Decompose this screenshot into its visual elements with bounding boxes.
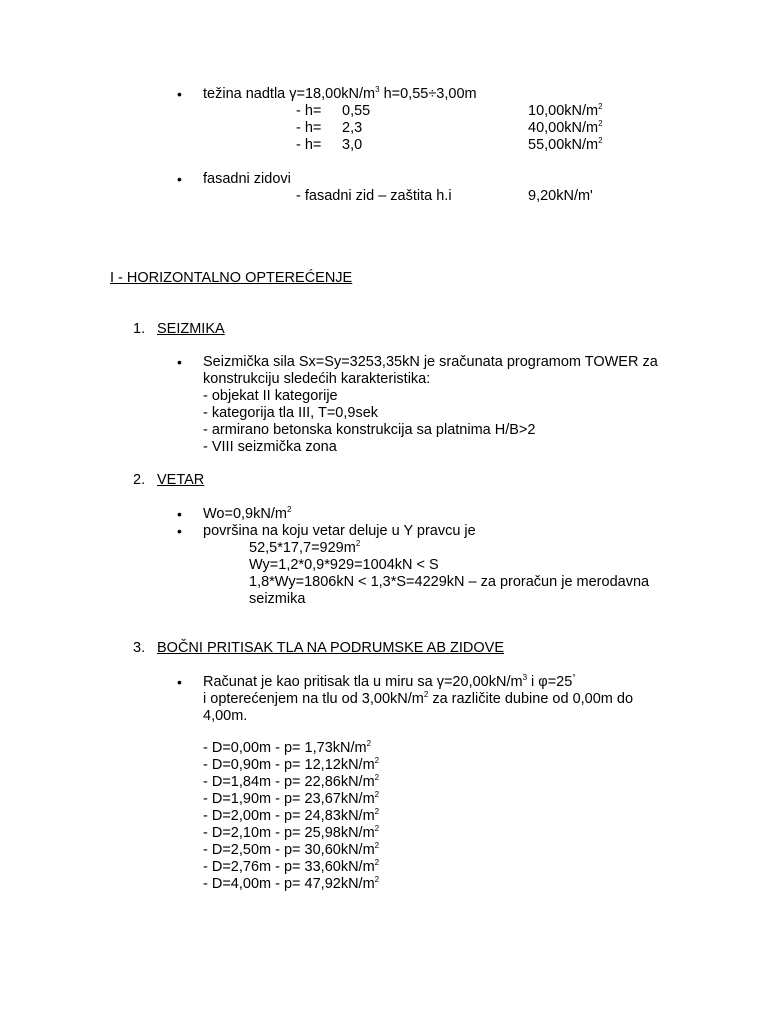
load-row-h: 2,3 — [342, 120, 363, 136]
seismic-line: - kategorija tla III, T=0,9sek — [203, 405, 379, 421]
soil-text — [203, 674, 633, 725]
heading-number: 1. — [133, 321, 146, 337]
wind-calc-line: Wy=1,2*0,9*929=1004kN < S — [249, 557, 439, 573]
pressure-row: - $D=2,50m - p= 30,60kN/m^2$ — [203, 841, 380, 858]
pressure-row: - $D=2,10m - p= 25,98kN/m^2$ — [203, 824, 380, 841]
pressure-row: - $D=2,00m - p= 24,83kN/m^2$ — [203, 807, 380, 824]
seismic-line: Seizmička sila Sx=Sy=3253,35kN je sračunata programom TOWER za — [203, 354, 658, 370]
soil-pressure-table — [203, 740, 379, 893]
soil-line: i opterećenjem na tlu od $3,00kN/m^2$ za različite dubine od 0,00m do — [203, 690, 634, 707]
wind-area-intro: površina na koju vetar deluje u Y pravcu je — [203, 523, 476, 539]
bullet-icon: • — [177, 674, 182, 690]
load-weight-intro: težina nadtla $\gamma=18,00kN/m^3$ h=0,55÷3,00m — [203, 85, 477, 102]
seismic-heading: SEIZMIKA — [157, 321, 225, 337]
section-heading: I - HORIZONTALNO OPTEREĆENJE — [110, 270, 353, 286]
pressure-row: - $D=1,90m - p= 23,67kN/m^2$ — [203, 790, 380, 807]
bullet-icon: • — [177, 523, 182, 539]
load-row-h: 0,55 — [342, 103, 371, 119]
wind-calc-line: 1,8*Wy=1806kN < 1,3*S=4229kN – za proračun je merodavna — [249, 574, 650, 590]
pressure-row: - $D=0,00m - p= 1,73kN/m^2$ — [203, 739, 372, 756]
load-row-h: 3,0 — [342, 137, 363, 153]
seismic-line: - armirano betonska konstrukcija sa platnima H/B>2 — [203, 422, 536, 438]
load-row: - h= — [296, 120, 322, 136]
load-row: - h= — [296, 137, 322, 153]
soil-line: Računat je kao pritisak tla u miru sa $\gamma=20,00kN/m^3$ i φ=25° — [203, 673, 576, 690]
wind-heading: VETAR — [157, 472, 205, 488]
seismic-line: konstrukciju sledećih karakteristika: — [203, 371, 431, 387]
load-row-value: $40,00kN/m^2$ — [528, 119, 603, 136]
load-row-value: $10,00kN/m^2$ — [528, 102, 603, 119]
wind-calc-line: seizmika — [249, 591, 306, 607]
pressure-row: - $D=4,00m - p= 47,92kN/m^2$ — [203, 875, 380, 892]
heading-number: 2. — [133, 472, 146, 488]
seismic-line: - objekat II kategorije — [203, 388, 338, 404]
wind-wo: $Wo=0,9kN/m^2$ — [203, 505, 292, 522]
bullet-icon: • — [177, 86, 182, 102]
soil-heading: BOČNI PRITISAK TLA NA PODRUMSKE AB ZIDOVE — [157, 640, 505, 656]
bullet-icon: • — [177, 506, 182, 522]
load-row: - h= — [296, 103, 322, 119]
soil-line: 4,00m. — [203, 708, 248, 724]
bullet-icon: • — [177, 171, 182, 187]
facade-row-value: 9,20kN/m' — [528, 188, 593, 204]
seismic-text — [203, 354, 658, 456]
pressure-row: - $D=2,76m - p= 33,60kN/m^2$ — [203, 858, 380, 875]
facade-title: fasadni zidovi — [203, 171, 291, 187]
load-row-value: $55,00kN/m^2$ — [528, 136, 603, 153]
facade-row-label: - fasadni zid – zaštita h.i — [296, 188, 452, 204]
heading-number: 3. — [133, 640, 146, 656]
pressure-row: - $D=0,90m - p= 12,12kN/m^2$ — [203, 756, 380, 773]
bullet-icon: • — [177, 354, 182, 370]
seismic-line: - VIII seizmička zona — [203, 439, 337, 455]
pressure-row: - $D=1,84m - p= 22,86kN/m^2$ — [203, 773, 380, 790]
wind-calc-line: $52,5*17,7=929m^2$ — [249, 539, 361, 556]
wind-calc — [249, 540, 649, 608]
